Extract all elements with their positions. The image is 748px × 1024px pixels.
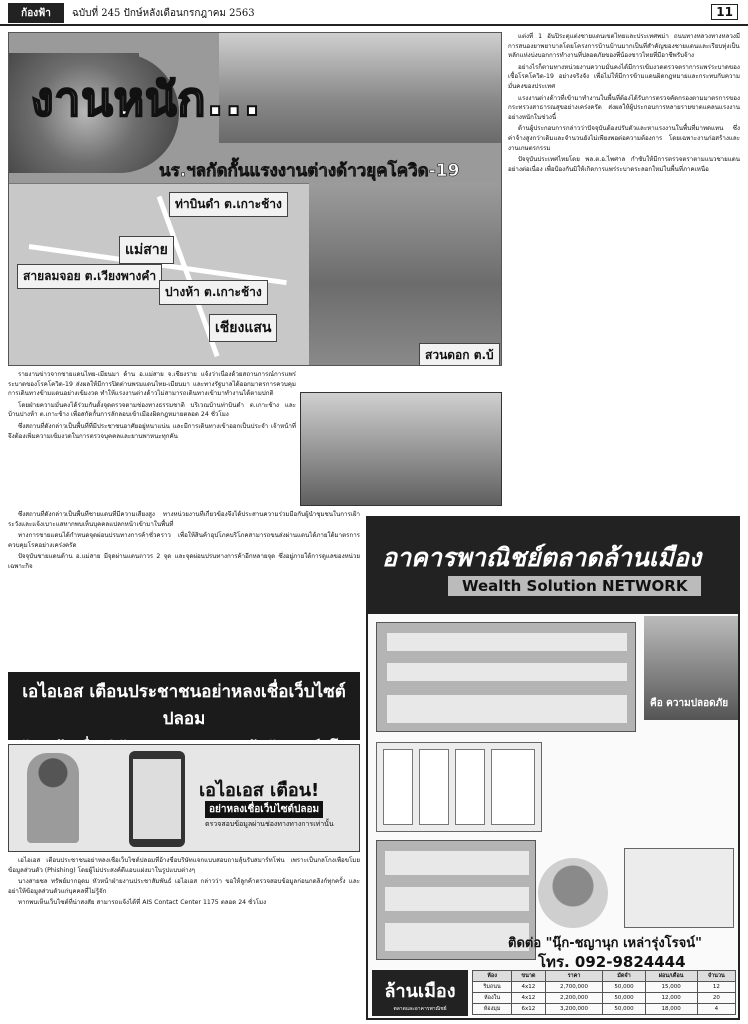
security-photo	[644, 616, 738, 720]
table-cell: 18,000	[645, 1004, 697, 1015]
hero-title: งานหนัก...	[31, 72, 262, 126]
paragraph: หากพบเห็นเว็บไซต์ที่น่าสงสัย สามารถแจ้งได้ที่ AIS Contact Center 1175 ตลอด 24 ชั่วโมง	[18, 899, 267, 907]
advert-subtitle: Wealth Solution NETWORK	[448, 576, 701, 596]
advert-title: อาคารพาณิชย์ตลาดล้านเมือง	[382, 543, 702, 572]
building-window-row	[387, 633, 627, 651]
plan-room	[455, 749, 485, 825]
issue-line: ฉบับที่ 245 ปักษ์หลังเดือนกรกฎาคม 2563	[72, 8, 255, 19]
checkpoint-photo	[300, 392, 502, 506]
plan-room	[491, 749, 535, 825]
scam-illustration	[8, 744, 360, 852]
site-plan	[624, 848, 734, 928]
paragraph: รายงานข่าวจากชายแดนไทย-เมียนมา ด้าน อ.แม่สาย จ.เชียงราย แจ้งว่าเนื่องด้วยสถานการณ์การแพร่ระบาดของโรคโควิด-19 ส่งผลให้มีการปิดด่านพรมแดนไทย-เมียนมา และทางรัฐบาลได้ออกมาตรการควบคุมการเดินทางข้ามแดนอย่างเข้มงวด ทำให้แรงงานต่างด้าวไม่สามารถเดินทางเข้ามาทำงานได้ตามปกติ	[8, 371, 296, 398]
table-cell: ห้องมุม	[473, 1004, 512, 1015]
table-header-cell: ผ่อน/เดือน	[645, 971, 697, 982]
paragraph: โดยฝ่ายความมั่นคงได้ร่วมกันตั้งจุดตรวจตามช่องทางธรรมชาติ บริเวณบ้านท่าบินดำ ต.เกาะช้าง และบ้านปางห้า ต.เกาะช้าง เพื่อสกัดกั้นการลักลอบเข้าเมืองผิดกฎหมายตลอด 24 ชั่วโมง	[8, 401, 296, 419]
paragraph: อย่างไรก็ตามทางหน่วยงานความมั่นคงได้มีการเข้มงวดตรวจตราการแพร่ระบาดของเชื้อโรคโควิด-19 อย่างจริงจัง เพื่อไม่ให้มีการข้ามแดนผิดกฎหมายและกระทบกับความมั่นคงของประเทศ	[508, 63, 740, 90]
advert-contact: ติดต่อ "นุ๊ก-ชญานุก เหล่ารุ่งโรจน์"	[508, 936, 702, 951]
building-window-row	[385, 887, 529, 911]
paragraph: ซึ่งสถานที่ดังกล่าวเป็นพื้นที่ที่มีประชาชนอาศัยอยู่หนาแน่น และมีการเดินทางเข้าออกเป็นประจำ เจ้าหน้าที่จึงต้องเพิ่มความเข้มงวดในการตรวจบุคคลและยานพาหนะทุกคัน	[8, 422, 296, 440]
map-label: สวนดอก ต.บ้	[419, 343, 500, 366]
table-header-cell: มัดจำ	[603, 971, 645, 982]
table-cell: 2,700,000	[545, 982, 603, 993]
paragraph: นางสายชล ทรัพย์มากอุดม หัวหน้าฝ่ายงานประชาสัมพันธ์ เอไอเอส กล่าวว่า ขอให้ลูกค้าตรวจสอบข้อมูลก่อนกดลิงก์ทุกครั้ง และอย่าให้ข้อมูลส่วนตัวแก่บุคคลที่ไม่รู้จัก	[8, 878, 360, 895]
table-cell: 6x12	[512, 1004, 546, 1015]
brand-subtitle: ตลาดและอาคารพาณิชย์	[393, 1006, 447, 1012]
table-cell: 20	[697, 993, 735, 1004]
paragraph: ซึ่งสถานที่ดังกล่าวเป็นพื้นที่ชายแดนที่มีความเสี่ยงสูง ทางหน่วยงานที่เกี่ยวข้องจึงได้ประสานความร่วมมือกับผู้นำชุมชนในการเฝ้าระวังและแจ้งเบาะแสหากพบเห็นบุคคลแปลกหน้าเข้ามาในพื้นที่	[8, 511, 360, 528]
advert-brand-logo	[372, 970, 468, 1016]
map-label: สายลมจอย ต.เวียงพางคำ	[17, 264, 162, 289]
table-cell: 50,000	[603, 993, 645, 1004]
price-table	[472, 970, 736, 1015]
lower-article-text	[8, 510, 360, 666]
phone-screen	[133, 759, 181, 839]
paragraph: ด้านผู้ประกอบการกล่าวว่าปัจจุบันต้องปรับตัวและหาแรงงานในพื้นที่มาทดแทน ซึ่งค่าจ้างสูงกว่าเดิมและจำนวนยังไม่เพียงพอต่อความต้องการ โดยเฉพาะงานก่อสร้างและงานเกษตรกรรม	[508, 125, 740, 152]
table-cell: ริมถนน	[473, 982, 512, 993]
masthead-logo: ก้องฟ้า	[8, 3, 64, 23]
map-label: ปางห้า ต.เกาะช้าง	[159, 280, 268, 305]
right-column-text	[508, 32, 740, 512]
border-map	[9, 183, 309, 366]
table-header-cell: ขนาด	[512, 971, 546, 982]
table-row	[473, 993, 736, 1004]
scam-headline-line1: เอไอเอส เตือนประชาชนอย่าหลงเชื่อเว็บไซต์ปลอม	[22, 682, 346, 729]
building-window-row	[387, 663, 627, 681]
table-cell: 12,000	[645, 993, 697, 1004]
table-cell: 2,200,000	[545, 993, 603, 1004]
table-cell: 4x12	[512, 993, 546, 1004]
table-cell: 15,000	[645, 982, 697, 993]
smartphone-graphic	[129, 751, 185, 847]
spokesperson-photo	[27, 753, 79, 843]
floor-plan	[376, 742, 542, 832]
brand-name: ล้านเมือง	[384, 981, 456, 1002]
table-cell: 50,000	[603, 982, 645, 993]
plan-room	[383, 749, 413, 825]
page-number: 11	[711, 4, 738, 20]
paragraph: ปัจจุบันชายแดนด้าน อ.แม่สาย มีจุดผ่านแดนถาวร 2 จุด และจุดผ่อนปรนทางการค้าอีกหลายจุด ซึ่งอยู่ภายใต้การดูแลของหน่วยเฉพาะกิจ	[8, 553, 360, 570]
building-window-row	[385, 851, 529, 875]
scam-ad-title: เอไอเอส เตือน!	[199, 780, 320, 801]
paragraph: เอไอเอส เตือนประชาชนอย่าหลงเชื่อเว็บไซต์ปลอมที่อ้างชื่อบริษัทแจกแบบสอบถามลุ้นรับสมาร์ทโฟน เพราะเป็นกลโกงเพื่อขโมยข้อมูลส่วนตัว (Phishing) โดยผู้ไม่ประสงค์ดีแอบแฝงมาในรูปแบบต่างๆ	[8, 857, 360, 874]
hero-feature	[8, 32, 502, 366]
hero-subtitle: นร.ฯลกัดกั้นแรงงานต่างด้าวยุคโควิด-19	[159, 161, 460, 181]
table-cell: 4x12	[512, 982, 546, 993]
paragraph: ทางการชายแดนได้กำหนดจุดผ่อนปรนทางการค้าชั่วคราว เพื่อให้สินค้าอุปโภคบริโภคสามารถขนส่งผ่านแดนได้ภายใต้มาตรการควบคุมโรคอย่างเคร่งครัด	[8, 532, 360, 549]
scam-ad-note: ตรวจสอบข้อมูลผ่านช่องทางทางการเท่านั้น	[205, 820, 334, 828]
map-label: เชียงแสน	[209, 314, 277, 342]
building-render	[376, 622, 636, 732]
paragraph: แต่งที่ 1 อันปิระตุแต่งชายแดนเขตไทยและประเทศพม่า ถนนทางหลวงทางหลวงมีการสนองยาพยาบาลโดยโครงการบ้านบ้านมากเป็นที่สำคัญของชายแดนและเรียบทุ่งเป็นหลักแห่งบ่งบอกการทำงานที่ปลอดภัยของพี่น้องชาวไทยที่มีอาชีพรับจ้าง	[508, 33, 740, 60]
page-header	[0, 0, 748, 26]
map-label: ท่าบินดำ ต.เกาะช้าง	[169, 192, 288, 217]
paragraph: แรงงานต่างด้าวที่เข้ามาทำงานในพื้นที่ต้องได้รับการตรวจคัดกรองตามมาตรการของกระทรวงสาธารณสุขอย่างเคร่งครัด ส่งผลให้ผู้ประกอบการหลายรายขาดแคลนแรงงานอย่างหนักในช่วงนี้	[508, 94, 740, 121]
table-row	[473, 982, 736, 993]
table-cell: 50,000	[603, 1004, 645, 1015]
paragraph: ปัจจุบันประเทศไทยโดย พล.ต.อ.ไพศาล กำชับให้มีการตรวจตราตามแนวชายแดนอย่างต่อเนื่อง เพื่อป้องกันมิให้เกิดการแพร่ระบาดระลอกใหม่ในพื้นที่ภาคเหนือ	[508, 156, 740, 173]
table-header-cell: ห้อง	[473, 971, 512, 982]
building-shopfront-row	[387, 695, 627, 723]
table-header-cell: จำนวน	[697, 971, 735, 982]
scam-ad-subtitle: อย่าหลงเชื่อเว็บไซต์ปลอม	[205, 801, 323, 818]
table-header-row	[473, 971, 736, 982]
agent-photo	[538, 858, 608, 928]
commercial-building-advert	[366, 516, 740, 1020]
advert-phone: โทร. 092-9824444	[538, 953, 686, 971]
scam-headline-banner	[8, 672, 360, 740]
plan-room	[419, 749, 449, 825]
advert-header	[368, 518, 738, 614]
table-row	[473, 1004, 736, 1015]
table-cell: 12	[697, 982, 735, 993]
scam-article-text	[8, 856, 360, 1020]
table-cell: 4	[697, 1004, 735, 1015]
map-label: แม่สาย	[119, 236, 174, 264]
table-header-cell: ราคา	[545, 971, 603, 982]
table-cell: ห้องใน	[473, 993, 512, 1004]
river-photo	[309, 183, 502, 366]
table-cell: 3,200,000	[545, 1004, 603, 1015]
security-caption: คือ ความปลอดภัย	[650, 698, 729, 709]
